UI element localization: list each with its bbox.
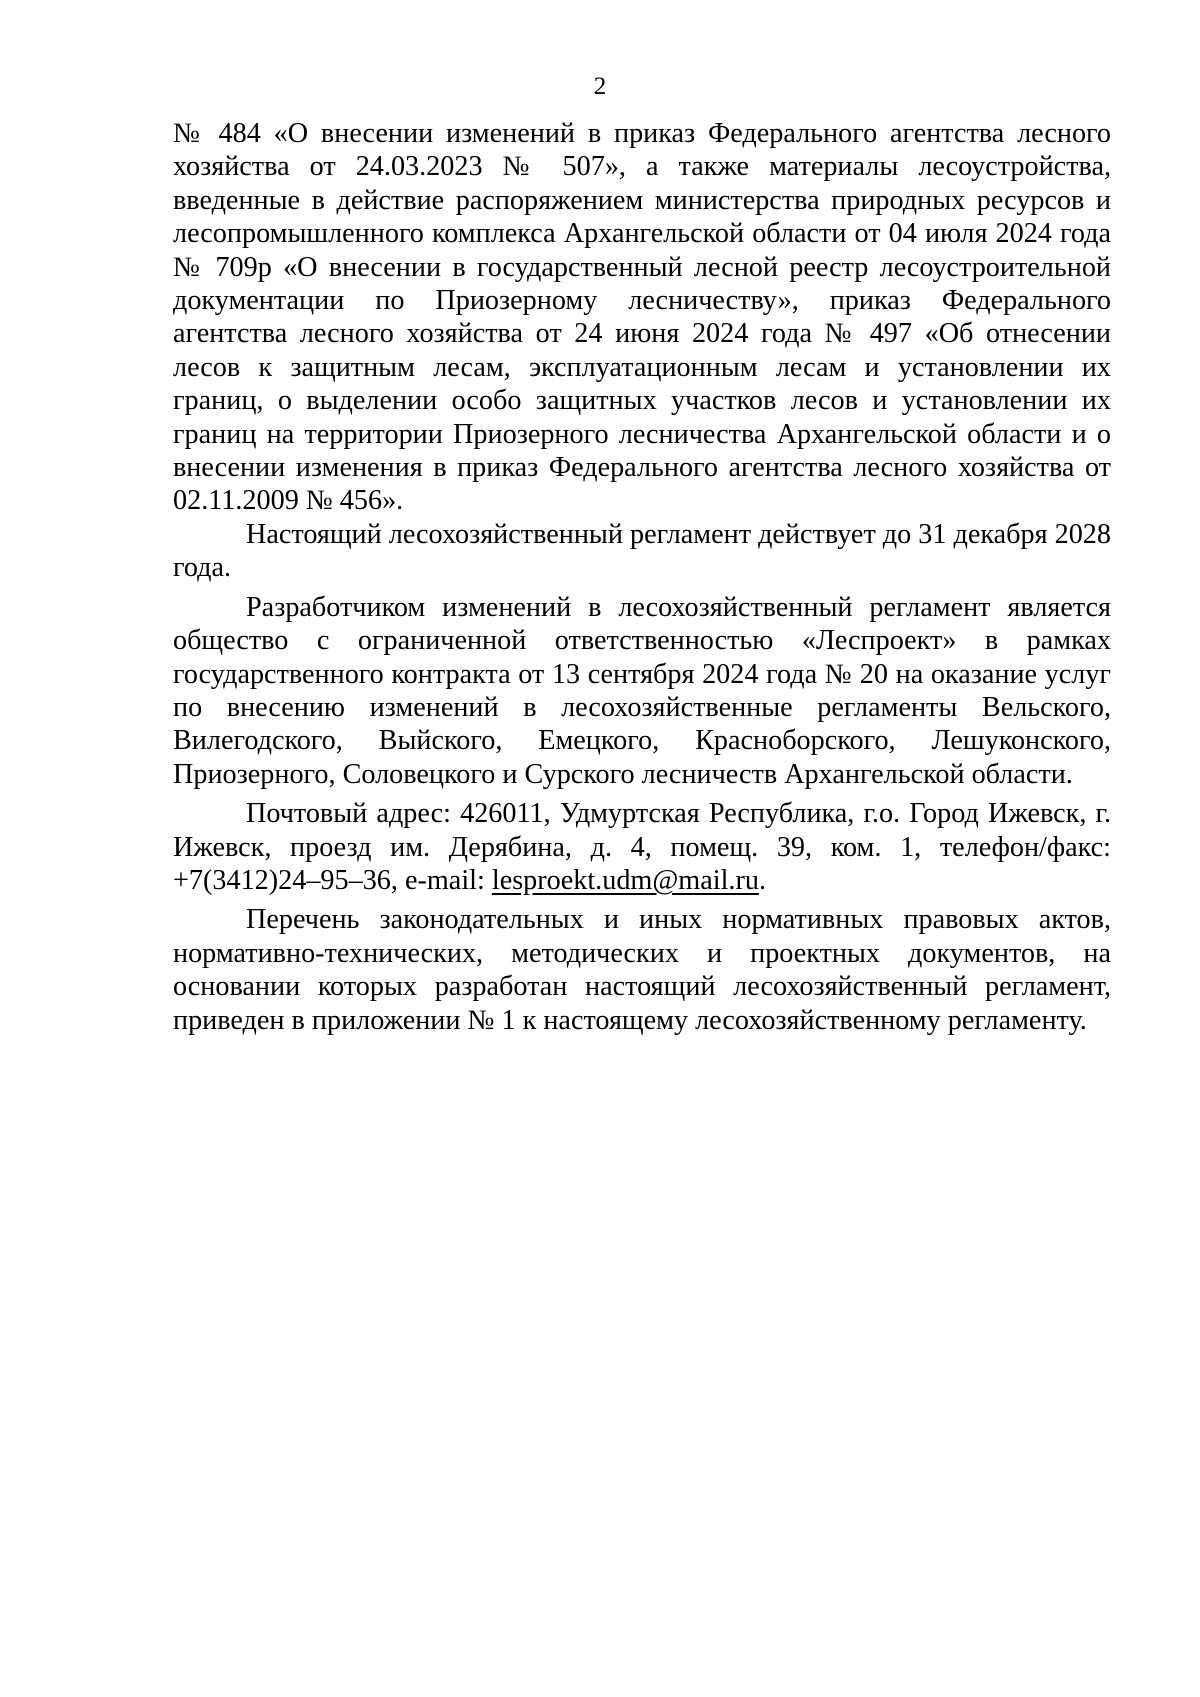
paragraph-developer: Разработчиком изменений в лесохозяйственный регламент является общество с ограниченной ответственностью «Леспроект» в рамках государственного контракта от 13 сентября 2024 года № 20 на оказание услуг по внесению изменений в лесохозяйственные регламенты Вельского, Вилегодского, Выйского, Емецкого, Красноборского, Лешуконского, Приозерного, Соловецкого и Сурского лесничеств Архангельской области.: [173, 591, 1111, 790]
paragraph-validity-period: Настоящий лесохозяйственный регламент действует до 31 декабря 2028 года.: [173, 518, 1111, 584]
postal-address-end: .: [758, 864, 766, 896]
paragraph-legal-references: № 484 «О внесении изменений в приказ Федерального агентства лесного хозяйства от 24.03.2023 № 507», а также материалы лесоустройства, введенные в действие распоряжением министерства природных ресурсов и лесопромышленного комплекса Архангельской области от 04 июля 2024 года № 709р «О внесении в государственный лесной реестр лесоустроительной документации по Приозерному лесничеству», приказ Федерального агентства лесного хозяйства от 24 июня 2024 года № 497 «Об отнесении лесов к защитным лесам, эксплуатационным лесам и установлении их границ, о выделении особо защитных участков лесов и установлении их границ на территории Приозерного лесничества Архангельской области и о внесении изменения в приказ Федерального агентства лесного хозяйства от 02.11.2009 № 456».: [173, 118, 1111, 517]
email-link[interactable]: lesproekt.udm@mail.ru: [491, 864, 759, 896]
page-number: 2: [593, 73, 607, 100]
paragraph-postal-address: [173, 797, 1111, 897]
postal-address-text: Почтовый адрес: 426011, Удмуртская Республика, г.о. Город Ижевск, г. Ижевск, проезд им. Дерябина, д. 4, помещ. 39, ком. 1, телефон/факс: +7(3412)24–95–36, e-mail:: [173, 798, 1111, 896]
paragraph-regulations-list: Перечень законодательных и иных нормативных правовых актов, нормативно-технических, методических и проектных документов, на основании которых разработан настоящий лесохозяйственный регламент, приведен в приложении № 1 к настоящему лесохозяйственному регламенту.: [173, 904, 1111, 1036]
document-body: [173, 117, 1111, 1037]
